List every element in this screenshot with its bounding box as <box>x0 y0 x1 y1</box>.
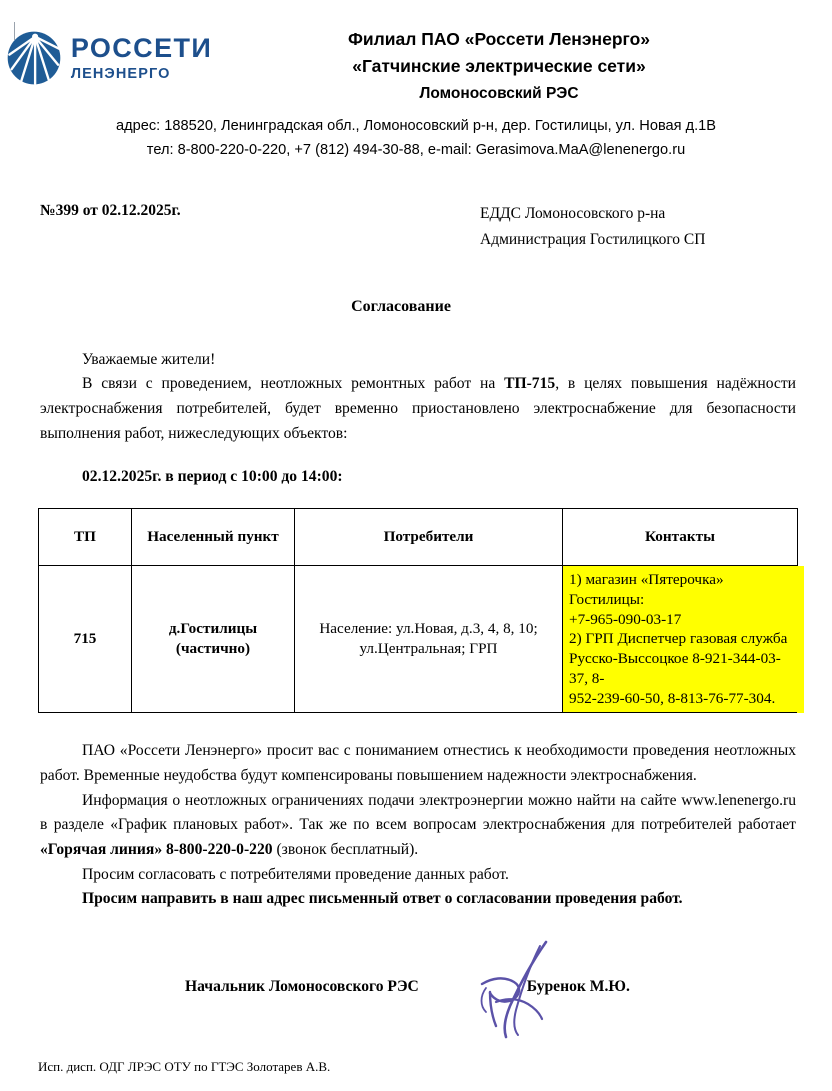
highlight-bleed <box>797 566 804 713</box>
addressee-block <box>480 201 705 253</box>
addressee-line-2: Администрация Гостилицкого СП <box>480 230 706 248</box>
table-header-tp: ТП <box>39 509 132 566</box>
cell-consumers-line-2: ул.Центральная; ГРП <box>359 640 498 658</box>
closing-paragraph-3: Просим согласовать с потребителями проведение данных работ. <box>82 865 509 883</box>
phone-email-line: тел: 8-800-220-0-220, +7 (812) 494-30-88, e-mail: Gerasimova.MaA@lenenergo.ru <box>146 142 686 159</box>
table-header-consumers: Потребители <box>295 509 563 566</box>
signature-title: Начальник Ломоносовского РЭС <box>185 977 419 995</box>
document-number: №399 от 02.12.2025г. <box>40 201 181 219</box>
cell-contacts-line-5: 952-239-60-50, 8-813-76-77-304. <box>569 689 776 707</box>
cell-locality-line-1: д.Гостилицы <box>168 619 258 637</box>
greeting-line: Уважаемые жители! <box>82 350 216 368</box>
closing-2-part-2: (звонок бесплатный). <box>272 840 419 858</box>
closing-block <box>0 739 832 911</box>
document-title: Согласование <box>351 297 451 315</box>
table-row <box>39 566 798 713</box>
addressee-line-1: ЕДДС Ломоносовского р-на <box>480 204 666 222</box>
cell-contacts-line-3: 2) ГРП Диспетчер газовая служба <box>569 630 788 648</box>
document-body <box>0 348 832 487</box>
closing-2-part-1: Информация о неотложных ограничениях подачи электроэнергии можно найти на сайте www.lenenergo.ru в разделе «График плановых работ». Так же по всем вопросам электроснабжения для потребителей работает <box>40 791 796 834</box>
outage-table-wrap <box>0 508 832 713</box>
cell-consumers <box>295 566 563 713</box>
table-header-contacts: Контакты <box>563 509 798 566</box>
executor-footer: Исп. дисп. ОДГ ЛРЭС ОТУ по ГТЭС Золотарев А.В. <box>38 1059 331 1074</box>
signature-row <box>0 952 832 1022</box>
table-header-row <box>39 509 798 566</box>
address-line: адрес: 188520, Ленинградская обл., Ломоносовский р-н, дер. Гостилицы, ул. Новая д.1В <box>115 118 717 135</box>
logo-area <box>0 22 218 86</box>
closing-paragraph-4 <box>40 887 796 912</box>
logo-wordmark <box>70 32 213 82</box>
cell-contacts-highlighted <box>563 566 798 713</box>
outage-window-line: 02.12.2025г. в период с 10:00 до 14:00: <box>82 468 343 486</box>
cell-contacts-line-1: 1) магазин «Пятерочка» Гостилицы: <box>569 571 724 608</box>
org-line-2: «Гатчинские электрические сети» <box>352 56 646 77</box>
margin-tick-mark <box>14 22 15 40</box>
org-line-1: Филиал ПАО «Россети Ленэнерго» <box>347 29 651 49</box>
cell-tp: 715 <box>39 566 132 713</box>
table-header-locality: Населенный пункт <box>132 509 295 566</box>
intro-text-part-2: , в целях повышения надёжности электроснабжения потребителей, будет временно приостановлено электроснабжение для безопасности выполнения работ, нижеследующих объектов: <box>40 375 797 442</box>
intro-paragraph <box>40 372 796 446</box>
intro-text-part-1: В связи с проведением, неотложных ремонтных работ на <box>82 375 505 393</box>
logo-brand: РОССЕТИ <box>70 32 213 63</box>
hotline-label: «Горячая линия» 8-800-220-0-220 <box>40 840 273 858</box>
rosseti-lenenergo-logo <box>6 30 212 86</box>
cell-consumers-line-1: Население: ул.Новая, д.3, 4, 8, 10; <box>319 619 538 637</box>
logo-sub-brand: ЛЕНЭНЕРГО <box>70 65 171 82</box>
closing-paragraph-1: ПАО «Россети Ленэнерго» просит вас с пониманием отнестись к необходимости проведения неотложных работ. Временные неудобства будут компенсированы повышением надежности электроснабжения. <box>40 742 796 785</box>
closing-paragraph-2 <box>40 789 796 863</box>
cell-contacts-line-2: +7-965-090-03-17 <box>569 610 682 628</box>
org-line-3: Ломоносовский РЭС <box>419 85 579 103</box>
meta-row <box>0 201 832 253</box>
intro-tp-label: ТП-715 <box>504 375 556 393</box>
contact-block <box>0 115 832 162</box>
outage-table <box>38 508 798 713</box>
cell-locality-line-2: (частично) <box>175 640 251 658</box>
cell-locality <box>132 566 295 713</box>
cell-contacts-line-4: Русско-Выссоцкое 8-921-344-03-37, 8- <box>569 650 781 687</box>
organization-block <box>218 22 832 107</box>
document-header <box>0 0 832 107</box>
signature-name: Буренок М.Ю. <box>526 977 630 995</box>
closing-4-bold: Просим направить в наш адрес письменный ответ о согласовании проведения работ. <box>82 890 683 908</box>
